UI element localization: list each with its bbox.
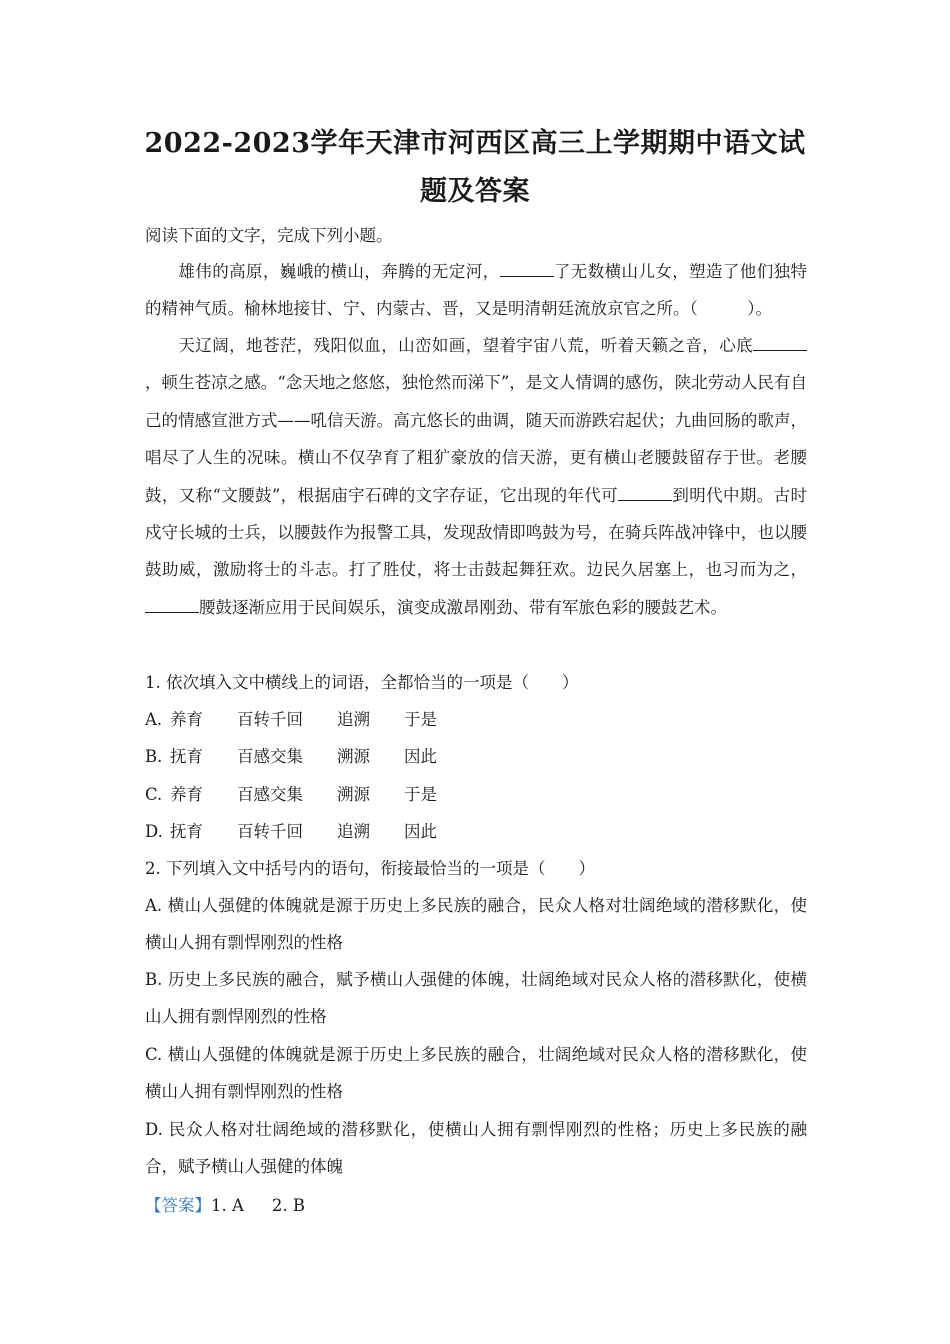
page-title: 2022-2023学年天津市河西区高三上学期期中语文试题及答案 — [144, 128, 806, 207]
question-2-option-a: A. 横山人强健的体魄就是源于历史上多民族的融合，民众人格对壮阔绝域的潜移默化，使横山人拥有剽悍刚烈的性格 — [145, 896, 807, 953]
question-1-option-d: D. 抚育 百转千回 追溯 因此 — [145, 822, 437, 841]
question-1-option-c: C. 养育 百感交集 溯源 于是 — [145, 785, 437, 804]
question-1-option-a: A. 养育 百转千回 追溯 于是 — [145, 710, 437, 729]
question-2-option-c: C. 横山人强健的体魄就是源于历史上多民族的融合，壮阔绝域对民众人格的潜移默化，使横山人拥有剽悍刚烈的性格 — [145, 1045, 807, 1102]
question-2-option-b: B. 历史上多民族的融合，赋予横山人强健的体魄，壮阔绝域对民众人格的潜移默化，使横山人拥有剽悍刚烈的性格 — [145, 970, 807, 1027]
question-1-option-b: B. 抚育 百感交集 溯源 因此 — [145, 747, 437, 766]
passage-paragraph-1: 雄伟的高原，巍峨的横山，奔腾的无定河， 了无数横山儿女，塑造了他们独特的精神气质。榆林地接甘、宁、内蒙古、晋，又是明清朝廷流放京官之所。（ ）。 — [145, 262, 808, 319]
instruction: 阅读下面的文字，完成下列小题。 — [145, 226, 393, 245]
question-1-stem: 1. 依次填入文中横线上的词语，全都恰当的一项是（ ） — [145, 673, 579, 692]
fill-blank-3 — [618, 486, 672, 501]
passage-paragraph-2: 天辽阔，地苍茫，残阳似血，山峦如画，望着宇宙八荒，听着天籁之音，心底，顿生苍凉之感。“念天地之悠悠，独怆然而涕下”，是文人情调的感伤，陕北劳动人民有自己的情感宣泄方式——吼信天游。高亢悠长的曲调，随天而游跌宕起伏；九曲回肠的歌声，唱尽了人生的况味。横山不仅孕育了粗犷豪放的信天游，更有横山老腰鼓留存于世。老腰鼓，又称“文腰鼓”，根据庙宇石碑的文字存证，它出现的年代可 到明代中期。古时戍守长城的士兵，以腰鼓作为报警工具，发现敌情即鸣鼓为号，在骑兵阵战冲锋中，也以腰鼓助威，激励将士的斗志。打了胜仗，将士击鼓起舞狂欢。边民久居塞上，也习而为之，腰鼓逐渐应用于民间娱乐，演变成激昂刚劲、带有军旅色彩的腰鼓艺术。 — [145, 336, 808, 617]
question-2-stem: 2. 下列填入文中括号内的语句，衔接最恰当的一项是（ ） — [145, 859, 595, 878]
fill-blank-1 — [500, 262, 554, 277]
answer-tag: 【答案】 — [145, 1196, 211, 1215]
answer-2: 2. B — [271, 1196, 306, 1215]
answer-1: 1. A — [211, 1196, 244, 1215]
fill-blank-2 — [753, 336, 807, 351]
answer-line — [145, 1196, 305, 1216]
fill-blank-4 — [145, 598, 199, 613]
question-2-option-d: D. 民众人格对壮阔绝域的潜移默化，使横山人拥有剽悍刚烈的性格；历史上多民族的融合，赋予横山人强健的体魄 — [145, 1120, 807, 1177]
